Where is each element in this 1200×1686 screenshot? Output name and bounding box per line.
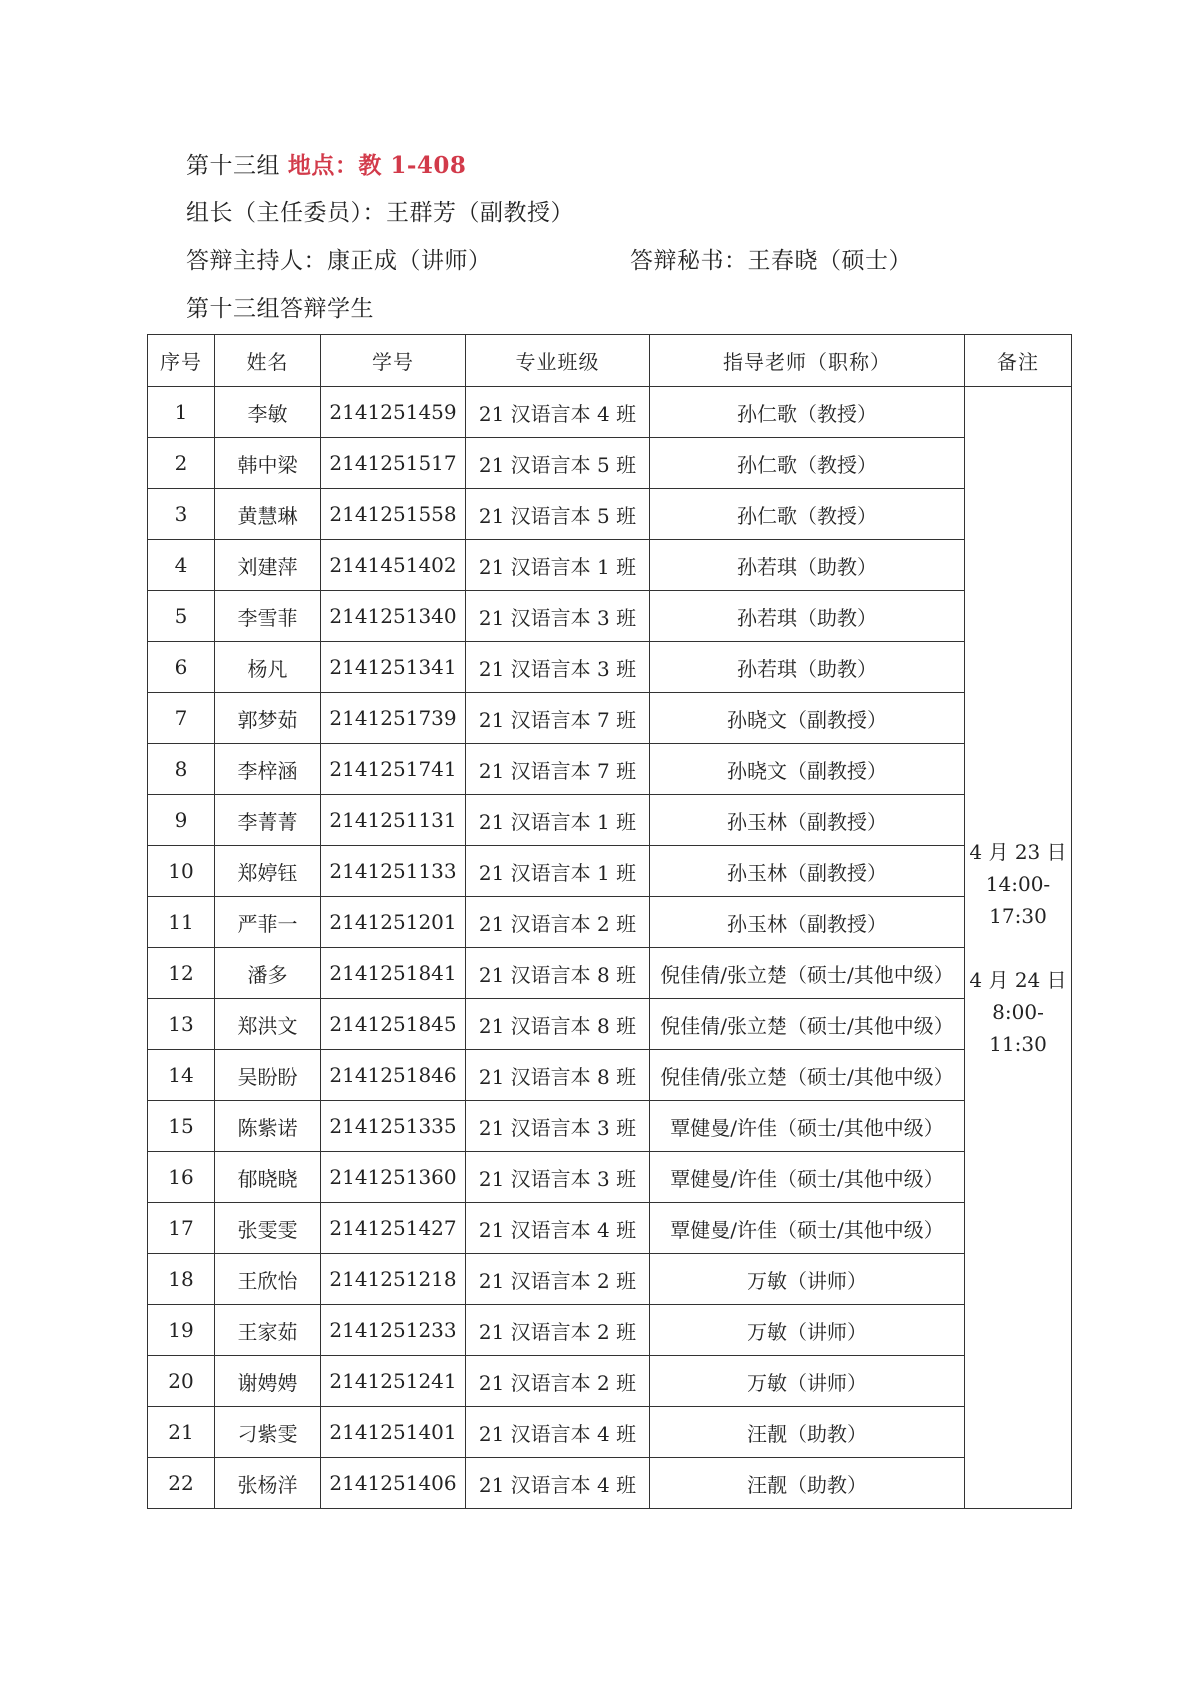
cell-advisor: 万敏（讲师） <box>650 1356 965 1407</box>
student-roster-table <box>147 334 1072 1509</box>
cell-advisor: 万敏（讲师） <box>650 1305 965 1356</box>
cell-advisor: 孙若琪（助教） <box>650 591 965 642</box>
cell-student-id: 2141251427 <box>321 1203 466 1254</box>
table-body <box>148 387 1072 1509</box>
cell-index: 1 <box>148 387 215 438</box>
cell-index: 16 <box>148 1152 215 1203</box>
cell-advisor: 孙玉林（副教授） <box>650 897 965 948</box>
cell-advisor: 覃健曼/许佳（硕士/其他中级） <box>650 1152 965 1203</box>
cell-name: 潘多 <box>215 948 321 999</box>
cell-index: 4 <box>148 540 215 591</box>
cell-name: 韩中梁 <box>215 438 321 489</box>
cell-name: 严菲一 <box>215 897 321 948</box>
table-row <box>148 1407 1072 1458</box>
cell-name: 张雯雯 <box>215 1203 321 1254</box>
cell-student-id: 2141251341 <box>321 642 466 693</box>
cell-name: 郁晓晓 <box>215 1152 321 1203</box>
cell-advisor: 万敏（讲师） <box>650 1254 965 1305</box>
remark-session1-start: 14:00- <box>985 871 1051 896</box>
cell-student-id: 2141251406 <box>321 1458 466 1509</box>
cell-index: 22 <box>148 1458 215 1509</box>
location-value: 教 1-408 <box>358 152 467 179</box>
cell-class: 21 汉语言本 8 班 <box>466 999 650 1050</box>
remark-cell <box>965 387 1072 1509</box>
cell-index: 12 <box>148 948 215 999</box>
secretary-label: 答辩秘书： <box>630 248 748 274</box>
cell-advisor: 孙玉林（副教授） <box>650 846 965 897</box>
cell-name: 王欣怡 <box>215 1254 321 1305</box>
cell-name: 郭梦茹 <box>215 693 321 744</box>
cell-index: 17 <box>148 1203 215 1254</box>
table-row <box>148 387 1072 438</box>
table-row <box>148 846 1072 897</box>
cell-name: 张杨洋 <box>215 1458 321 1509</box>
table-row <box>148 1458 1072 1509</box>
cell-advisor: 孙仁歌（教授） <box>650 438 965 489</box>
cell-advisor: 覃健曼/许佳（硕士/其他中级） <box>650 1203 965 1254</box>
cell-student-id: 2141251360 <box>321 1152 466 1203</box>
table-row <box>148 1203 1072 1254</box>
cell-class: 21 汉语言本 1 班 <box>466 540 650 591</box>
cell-name: 刘建萍 <box>215 540 321 591</box>
cell-index: 18 <box>148 1254 215 1305</box>
cell-name: 李雪菲 <box>215 591 321 642</box>
cell-class: 21 汉语言本 1 班 <box>466 846 650 897</box>
cell-class: 21 汉语言本 1 班 <box>466 795 650 846</box>
cell-class: 21 汉语言本 4 班 <box>466 387 650 438</box>
cell-class: 21 汉语言本 3 班 <box>466 642 650 693</box>
cell-index: 2 <box>148 438 215 489</box>
table-row <box>148 1050 1072 1101</box>
cell-index: 8 <box>148 744 215 795</box>
cell-index: 15 <box>148 1101 215 1152</box>
location-label: 地点： <box>287 152 359 179</box>
cell-class: 21 汉语言本 4 班 <box>466 1407 650 1458</box>
cell-student-id: 2141251218 <box>321 1254 466 1305</box>
remark-session1-end: 17:30 <box>989 903 1047 928</box>
leader-line <box>186 198 574 228</box>
cell-index: 10 <box>148 846 215 897</box>
cell-index: 19 <box>148 1305 215 1356</box>
cell-advisor: 孙若琪（助教） <box>650 642 965 693</box>
cell-student-id: 2141251233 <box>321 1305 466 1356</box>
cell-name: 杨凡 <box>215 642 321 693</box>
cell-index: 6 <box>148 642 215 693</box>
table-header-row <box>148 335 1072 387</box>
cell-student-id: 2141251133 <box>321 846 466 897</box>
cell-name: 郑婷钰 <box>215 846 321 897</box>
cell-advisor: 覃健曼/许佳（硕士/其他中级） <box>650 1101 965 1152</box>
group-label: 第十三组 <box>186 153 280 179</box>
cell-student-id: 2141251741 <box>321 744 466 795</box>
table-row <box>148 1152 1072 1203</box>
table-row <box>148 1101 1072 1152</box>
cell-index: 7 <box>148 693 215 744</box>
cell-index: 5 <box>148 591 215 642</box>
table-row <box>148 591 1072 642</box>
remark-session2-start: 8:00- <box>992 999 1044 1024</box>
cell-index: 3 <box>148 489 215 540</box>
cell-index: 21 <box>148 1407 215 1458</box>
table-row <box>148 1305 1072 1356</box>
cell-student-id: 2141451402 <box>321 540 466 591</box>
cell-class: 21 汉语言本 8 班 <box>466 948 650 999</box>
table-row <box>148 489 1072 540</box>
cell-advisor: 倪佳倩/张立楚（硕士/其他中级） <box>650 1050 965 1101</box>
remark-session2-date: 4 月 24 日 <box>969 967 1067 992</box>
cell-advisor: 孙玉林（副教授） <box>650 795 965 846</box>
cell-name: 郑洪文 <box>215 999 321 1050</box>
cell-name: 陈紫诺 <box>215 1101 321 1152</box>
column-header-advisor: 指导老师（职称） <box>650 335 965 387</box>
cell-class: 21 汉语言本 3 班 <box>466 591 650 642</box>
cell-advisor: 孙晓文（副教授） <box>650 693 965 744</box>
table-row <box>148 1356 1072 1407</box>
cell-student-id: 2141251401 <box>321 1407 466 1458</box>
cell-name: 王家茹 <box>215 1305 321 1356</box>
cell-advisor: 汪靓（助教） <box>650 1407 965 1458</box>
table-row <box>148 642 1072 693</box>
cell-class: 21 汉语言本 4 班 <box>466 1458 650 1509</box>
table-row <box>148 438 1072 489</box>
cell-name: 刁紫雯 <box>215 1407 321 1458</box>
students-title: 第十三组答辩学生 <box>186 296 374 322</box>
cell-class: 21 汉语言本 5 班 <box>466 489 650 540</box>
cell-class: 21 汉语言本 3 班 <box>466 1101 650 1152</box>
cell-class: 21 汉语言本 8 班 <box>466 1050 650 1101</box>
cell-student-id: 2141251459 <box>321 387 466 438</box>
table-row <box>148 693 1072 744</box>
leader-label: 组长（主任委员）： <box>186 200 386 226</box>
table-row <box>148 999 1072 1050</box>
cell-class: 21 汉语言本 2 班 <box>466 1356 650 1407</box>
cell-advisor: 孙晓文（副教授） <box>650 744 965 795</box>
cell-student-id: 2141251841 <box>321 948 466 999</box>
column-header-index: 序号 <box>148 335 215 387</box>
cell-index: 9 <box>148 795 215 846</box>
table-row <box>148 1254 1072 1305</box>
remark-session1-date: 4 月 23 日 <box>969 839 1067 864</box>
secretary-line <box>630 246 912 276</box>
table-row <box>148 897 1072 948</box>
cell-name: 李梓涵 <box>215 744 321 795</box>
remark-spacer <box>965 932 1071 964</box>
table-row <box>148 795 1072 846</box>
cell-student-id: 2141251845 <box>321 999 466 1050</box>
cell-advisor: 倪佳倩/张立楚（硕士/其他中级） <box>650 999 965 1050</box>
leader-value: 王群芳（副教授） <box>386 200 574 226</box>
cell-name: 黄慧琳 <box>215 489 321 540</box>
cell-name: 李敏 <box>215 387 321 438</box>
cell-student-id: 2141251241 <box>321 1356 466 1407</box>
column-header-student-id: 学号 <box>321 335 466 387</box>
cell-advisor: 孙若琪（助教） <box>650 540 965 591</box>
column-header-class: 专业班级 <box>466 335 650 387</box>
cell-class: 21 汉语言本 2 班 <box>466 1305 650 1356</box>
column-header-remark: 备注 <box>965 335 1072 387</box>
cell-class: 21 汉语言本 2 班 <box>466 1254 650 1305</box>
table-row <box>148 540 1072 591</box>
cell-class: 21 汉语言本 7 班 <box>466 693 650 744</box>
cell-class: 21 汉语言本 3 班 <box>466 1152 650 1203</box>
cell-student-id: 2141251558 <box>321 489 466 540</box>
cell-student-id: 2141251739 <box>321 693 466 744</box>
cell-class: 21 汉语言本 7 班 <box>466 744 650 795</box>
cell-student-id: 2141251201 <box>321 897 466 948</box>
host-value: 康正成（讲师） <box>327 248 492 274</box>
cell-advisor: 倪佳倩/张立楚（硕士/其他中级） <box>650 948 965 999</box>
cell-student-id: 2141251131 <box>321 795 466 846</box>
table-row <box>148 948 1072 999</box>
cell-student-id: 2141251340 <box>321 591 466 642</box>
cell-name: 吴盼盼 <box>215 1050 321 1101</box>
cell-index: 13 <box>148 999 215 1050</box>
cell-name: 李菁菁 <box>215 795 321 846</box>
secretary-value: 王春晓（硕士） <box>747 248 912 274</box>
cell-student-id: 2141251846 <box>321 1050 466 1101</box>
cell-student-id: 2141251335 <box>321 1101 466 1152</box>
cell-index: 20 <box>148 1356 215 1407</box>
cell-student-id: 2141251517 <box>321 438 466 489</box>
host-label: 答辩主持人： <box>186 248 327 274</box>
cell-class: 21 汉语言本 4 班 <box>466 1203 650 1254</box>
cell-class: 21 汉语言本 5 班 <box>466 438 650 489</box>
cell-index: 14 <box>148 1050 215 1101</box>
table-row <box>148 744 1072 795</box>
host-line <box>186 246 492 276</box>
cell-index: 11 <box>148 897 215 948</box>
cell-name: 谢娉娉 <box>215 1356 321 1407</box>
remark-session2-end: 11:30 <box>989 1031 1047 1056</box>
group-location-line <box>186 151 466 181</box>
column-header-name: 姓名 <box>215 335 321 387</box>
cell-class: 21 汉语言本 2 班 <box>466 897 650 948</box>
cell-advisor: 汪靓（助教） <box>650 1458 965 1509</box>
cell-advisor: 孙仁歌（教授） <box>650 489 965 540</box>
cell-advisor: 孙仁歌（教授） <box>650 387 965 438</box>
